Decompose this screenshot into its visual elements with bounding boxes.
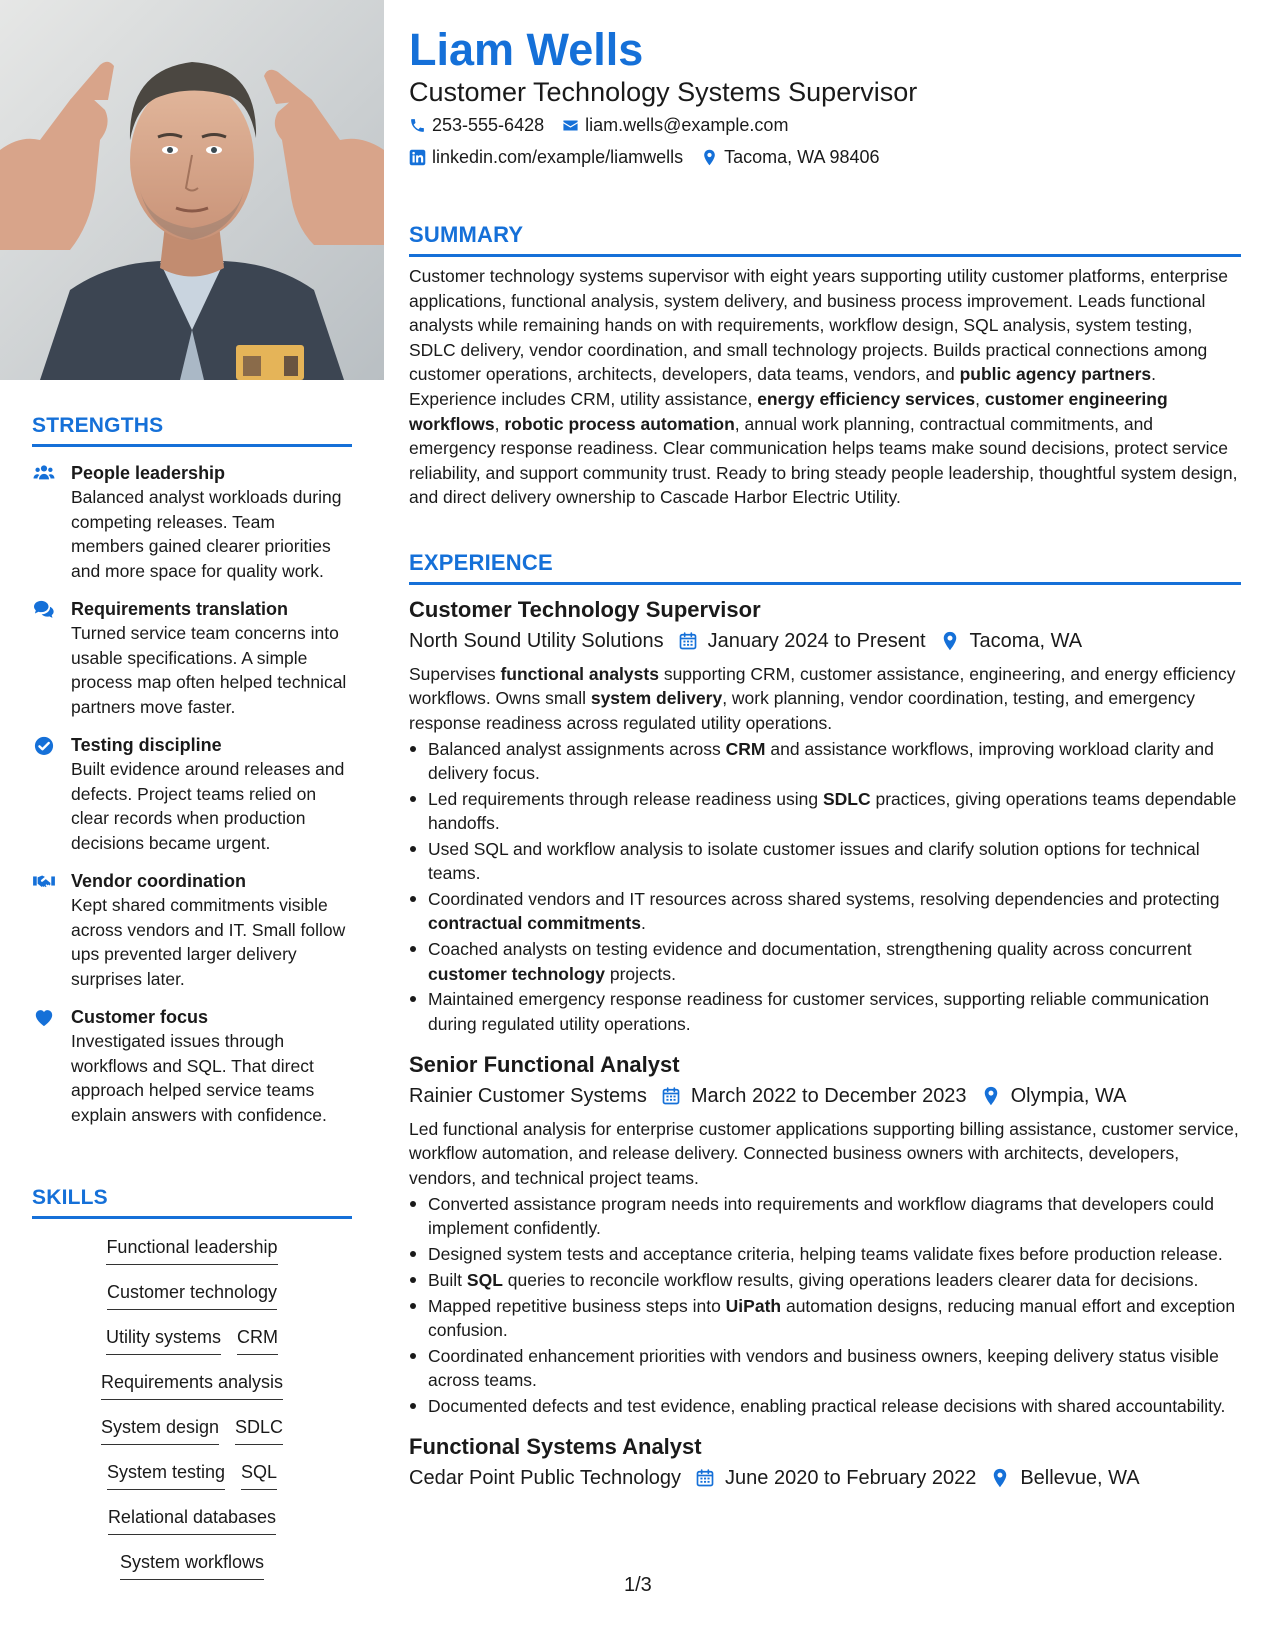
emphasis-text: energy efficiency services <box>757 388 976 409</box>
profile-photo <box>0 0 384 380</box>
candidate-headline: Customer Technology Systems Supervisor <box>409 77 918 107</box>
envelope-icon <box>562 117 579 134</box>
skill-tag: Utility systems <box>106 1325 221 1355</box>
emphasis-text: SDLC <box>822 788 871 809</box>
strength-description: Built evidence around releases and defects. Project teams relied on clear records when production decisions became urgent. <box>71 759 345 853</box>
job-dates: January 2024 to Present <box>707 630 926 652</box>
emphasis-text: system delivery <box>590 688 723 709</box>
job-title: Functional Systems Analyst <box>409 1434 702 1460</box>
left-column <box>0 0 384 1650</box>
job-title: Customer Technology Supervisor <box>409 597 761 622</box>
calendar-icon <box>695 1468 715 1488</box>
experience-divider <box>409 582 1241 585</box>
strength-item <box>32 597 352 719</box>
job-bullet: Coached analysts on testing evidence and documentation, strengthening quality across concurrent customer technology projects. <box>409 937 1241 986</box>
contact-location <box>701 145 879 169</box>
skills-section <box>32 1186 352 1595</box>
job-bullet: Designed system tests and acceptance criteria, helping teams validate fixes before production release. <box>409 1242 1241 1266</box>
handshake-icon <box>32 871 58 891</box>
skill-tag: System workflows <box>120 1550 264 1580</box>
job-entry <box>409 1050 1241 1418</box>
job-bullet: Led requirements through release readiness using SDLC practices, giving operations teams dependable handoffs. <box>409 787 1241 836</box>
job-meta <box>409 627 1241 655</box>
skill-tag: SQL <box>241 1460 277 1490</box>
emphasis-text: UiPath <box>725 1295 782 1316</box>
emphasis-text: functional analysts <box>500 664 659 684</box>
contact-row-primary <box>409 113 788 137</box>
strength-description: Turned service team concerns into usable specifications. A simple process map often helped technical partners move faster. <box>71 623 347 717</box>
skill-tag: System design <box>101 1415 219 1445</box>
strength-item <box>32 461 352 583</box>
job-bullet: Coordinated enhancement priorities with vendors and business owners, keeping delivery status visible across teams. <box>409 1344 1241 1393</box>
strength-item <box>32 1005 352 1127</box>
skill-row <box>32 1280 352 1325</box>
experience-section <box>409 550 1241 1492</box>
job-title: Senior Functional Analyst <box>409 1051 680 1077</box>
skill-row <box>32 1325 352 1370</box>
check-circle-icon <box>32 735 58 755</box>
job-bullet: Built SQL queries to reconcile workflow results, giving operations leaders clearer data for decisions. <box>409 1268 1241 1292</box>
skill-row <box>32 1550 352 1595</box>
job-summary: Supervises functional analysts supporting CRM, customer assistance, engineering, and energy efficiency workflows. Owns small system delivery, work planning, vendor coordination, testing, and emergency response readiness across regulated utility operations. <box>409 664 1236 733</box>
summary-text: Customer technology systems supervisor with eight years supporting utility customer platforms, enterprise applications, functional analysis, system delivery, and business process improvement. Leads functional analysts while remaining hands on with requirements, workflow design, SQL analysis, system testing, SDLC delivery, vendor coordination, and small technology projects. Builds practical connections among customer operations, architects, developers, data teams, vendors, and public agency partners. Experience includes CRM, utility assistance, energy efficiency services, customer engineering workflows, robotic process automation, annual work planning, contractual commitments, and emergency response readiness. Clear communication helps teams make sound decisions, protect service reliability, and support community trust. Ready to bring steady people leadership, thoughtful system design, and direct delivery ownership to Cascade Harbor Electric Utility. <box>409 266 1238 508</box>
users-icon <box>32 463 58 483</box>
emphasis-text: CRM <box>725 738 766 759</box>
strength-item <box>32 869 352 991</box>
strengths-list <box>32 461 352 1127</box>
skill-row <box>32 1415 352 1460</box>
strengths-heading: STRENGTHS <box>32 414 164 437</box>
email-text: liam.wells@example.com <box>585 115 789 135</box>
page-number: 1/3 <box>624 1574 652 1596</box>
job-location: Bellevue, WA <box>1020 1467 1140 1490</box>
strength-description: Kept shared commitments visible across vendors and IT. Small follow ups prevented larger delivery surprises later. <box>71 895 346 989</box>
heart-icon <box>32 1007 58 1027</box>
skill-tag: System testing <box>107 1460 225 1490</box>
skills-heading: SKILLS <box>32 1186 108 1209</box>
location-text: Tacoma, WA 98406 <box>724 147 880 167</box>
map-pin-icon <box>940 631 960 651</box>
strength-title: Testing discipline <box>71 735 222 755</box>
phone-text: 253-555-6428 <box>432 115 545 135</box>
job-list <box>409 595 1241 1492</box>
contact-linkedin[interactable] <box>409 145 683 169</box>
contact-row-secondary <box>409 145 880 169</box>
strengths-divider <box>32 444 352 447</box>
strengths-section <box>32 414 352 1127</box>
linkedin-text: linkedin.com/example/liamwells <box>432 147 684 167</box>
job-entry <box>409 1432 1241 1492</box>
map-pin-icon <box>990 1468 1010 1488</box>
comments-icon <box>32 599 58 619</box>
skill-tag: CRM <box>237 1325 278 1355</box>
strength-description: Balanced analyst workloads during competing releases. Team members gained clearer priorities and more space for quality work. <box>71 487 342 581</box>
summary-divider <box>409 254 1241 257</box>
skill-tag: Functional leadership <box>106 1235 277 1265</box>
calendar-icon <box>678 631 698 651</box>
strength-title: Requirements translation <box>71 599 289 619</box>
skill-tag: Requirements analysis <box>101 1370 283 1400</box>
emphasis-text: public agency partners <box>959 364 1152 385</box>
job-company: Rainier Customer Systems <box>409 1084 647 1107</box>
emphasis-text: customer engineering workflows <box>409 388 1168 434</box>
contact-email[interactable] <box>562 113 788 137</box>
job-bullet: Balanced analyst assignments across CRM and assistance workflows, improving workload clarity and delivery focus. <box>409 737 1241 786</box>
job-entry <box>409 595 1241 1036</box>
job-bullet: Converted assistance program needs into requirements and workflow diagrams that developers could implement confidently. <box>409 1192 1241 1241</box>
strength-title: People leadership <box>71 463 226 483</box>
candidate-name: Liam Wells <box>409 24 644 75</box>
job-meta <box>409 1464 1241 1492</box>
skill-tag: Relational databases <box>108 1505 276 1535</box>
strength-item <box>32 733 352 855</box>
job-dates: March 2022 to December 2023 <box>690 1084 967 1107</box>
strength-description: Investigated issues through workflows and SQL. That direct approach helped service teams explain answers with confidence. <box>71 1031 327 1125</box>
summary-heading: SUMMARY <box>409 222 524 247</box>
skills-divider <box>32 1216 352 1219</box>
job-bullet: Documented defects and test evidence, enabling practical release decisions with shared accountability. <box>409 1394 1241 1418</box>
contact-phone[interactable] <box>409 113 544 137</box>
linkedin-icon <box>409 149 426 166</box>
calendar-icon <box>661 1086 681 1106</box>
job-company: North Sound Utility Solutions <box>409 630 664 652</box>
strength-title: Vendor coordination <box>71 871 247 891</box>
job-bullet: Coordinated vendors and IT resources across shared systems, resolving dependencies and protecting contractual commitments. <box>409 887 1241 936</box>
job-summary: Led functional analysis for enterprise customer applications supporting billing assistance, customer service, workflow automation, and release delivery. Connected business owners with architects, developers, vendors, and technical project teams. <box>409 1118 1239 1188</box>
map-pin-icon <box>701 149 718 166</box>
emphasis-text: customer technology <box>428 963 605 984</box>
job-location: Tacoma, WA <box>969 630 1083 652</box>
skill-tag: Customer technology <box>107 1280 277 1310</box>
job-bullet: Used SQL and workflow analysis to isolate customer issues and clarify solution options for technical teams. <box>409 837 1241 886</box>
skill-row <box>32 1235 352 1280</box>
job-bullets <box>409 1192 1241 1418</box>
experience-heading: EXPERIENCE <box>409 550 553 575</box>
job-dates: June 2020 to February 2022 <box>725 1467 977 1490</box>
job-location: Olympia, WA <box>1010 1084 1127 1107</box>
skill-row <box>32 1460 352 1505</box>
map-pin-icon <box>981 1086 1001 1106</box>
skills-list <box>32 1235 352 1595</box>
skill-row <box>32 1370 352 1415</box>
skill-tag: SDLC <box>235 1415 283 1445</box>
emphasis-text: contractual commitments <box>428 913 641 934</box>
job-company: Cedar Point Public Technology <box>409 1467 682 1490</box>
emphasis-text: robotic process automation <box>504 413 735 434</box>
phone-icon <box>409 117 426 134</box>
strength-title: Customer focus <box>71 1007 209 1027</box>
job-bullet: Mapped repetitive business steps into UiPath automation designs, reducing manual effort and exception confusion. <box>409 1294 1241 1343</box>
skill-row <box>32 1505 352 1550</box>
job-bullet: Maintained emergency response readiness for customer services, supporting reliable communication during regulated utility operations. <box>409 987 1241 1036</box>
job-bullets <box>409 737 1241 1036</box>
job-meta <box>409 1082 1241 1110</box>
summary-section <box>409 222 1241 510</box>
emphasis-text: SQL <box>466 1269 503 1290</box>
